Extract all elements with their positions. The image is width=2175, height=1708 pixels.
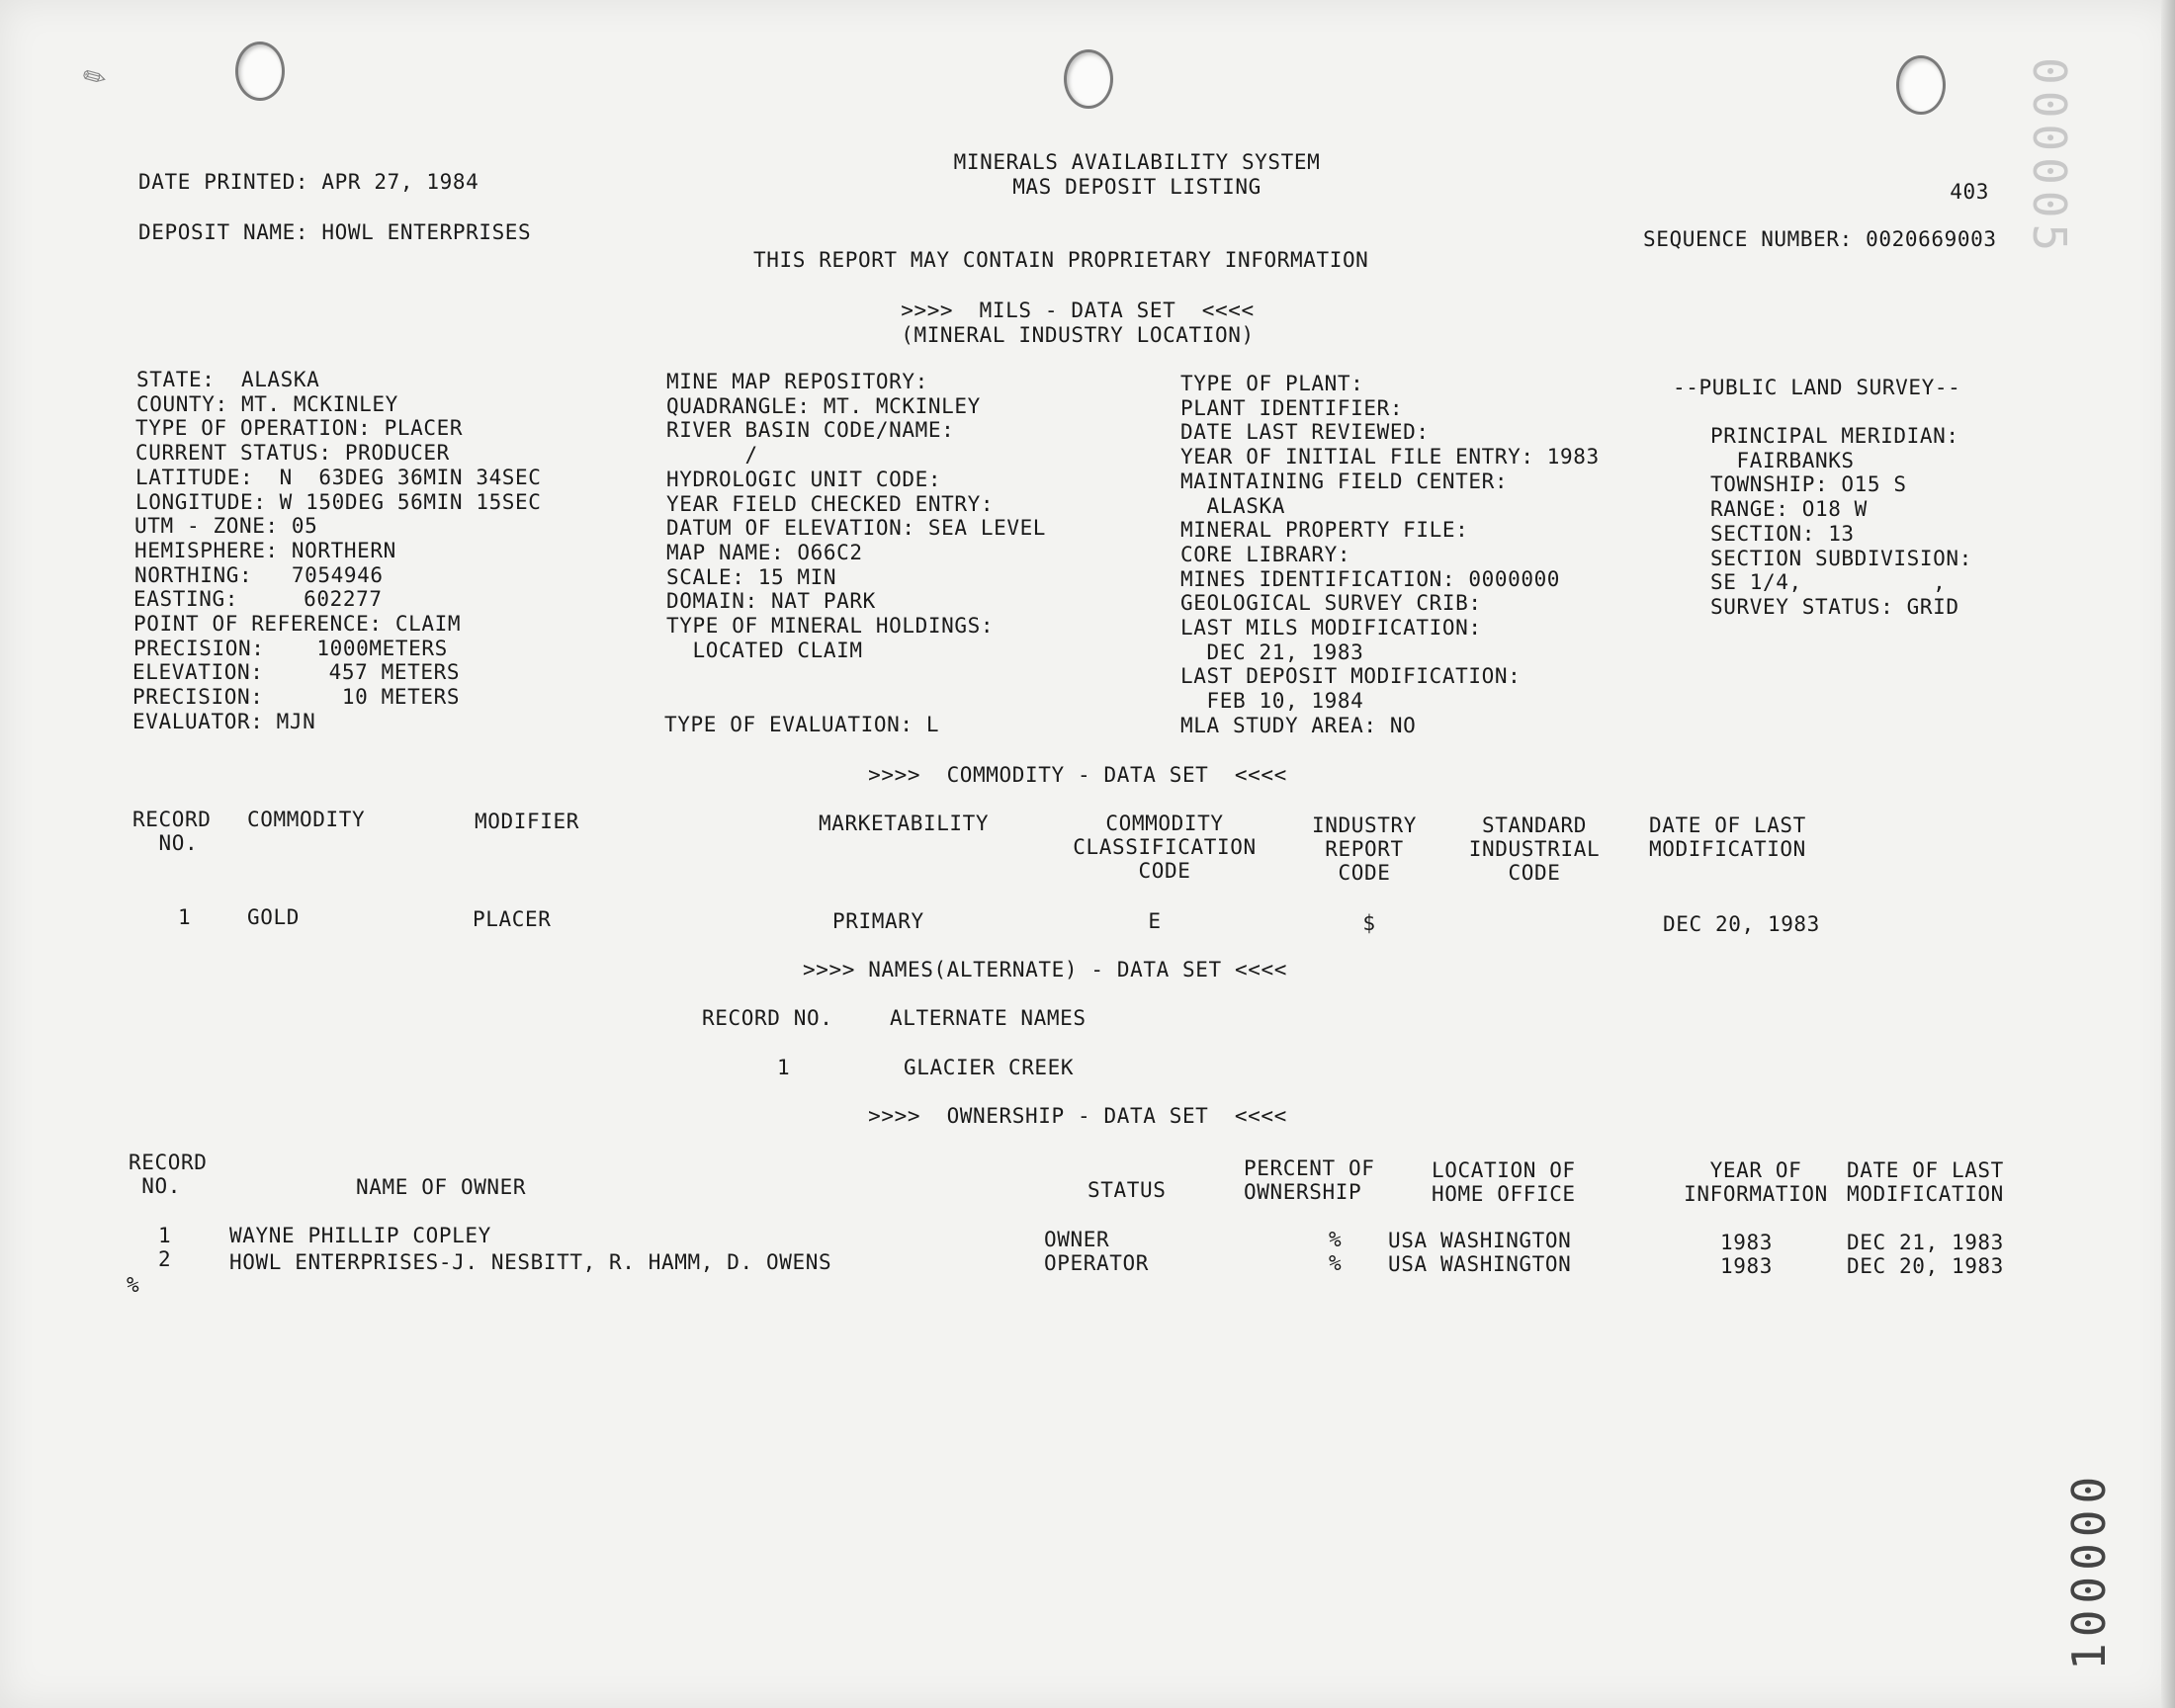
- commodity-name: GOLD: [247, 905, 300, 929]
- date-printed: DATE PRINTED: APR 27, 1984: [138, 170, 479, 194]
- owner-year: 1983: [1720, 1231, 1773, 1254]
- mils-plant-line: DATE LAST REVIEWED:: [1180, 420, 1430, 445]
- mils-location-line: STATE: ALASKA: [136, 368, 320, 391]
- public-land-survey-line: SECTION: 13: [1710, 521, 1855, 546]
- mils-plant-line: YEAR OF INITIAL FILE ENTRY: 1983: [1180, 445, 1600, 470]
- commodity-col-record-no: RECORD NO.: [132, 808, 212, 855]
- mils-map-line: /: [666, 443, 758, 468]
- system-title: MINERALS AVAILABILITY SYSTEM: [953, 150, 1321, 174]
- mils-location-line: COUNTY: MT. MCKINLEY: [136, 391, 398, 416]
- mils-map-line: DATUM OF ELEVATION: SEA LEVEL: [666, 516, 1047, 541]
- mils-location-line: EASTING: 602277: [133, 587, 383, 612]
- commodity-date: DEC 20, 1983: [1663, 912, 1820, 936]
- stamp-number: 100000: [2062, 1470, 2116, 1670]
- commodity-record-no: 1: [178, 905, 192, 929]
- mils-subheading: (MINERAL INDUSTRY LOCATION): [901, 323, 1255, 347]
- names-heading: >>>> NAMES(ALTERNATE) - DATA SET <<<<: [803, 958, 1287, 982]
- mils-map-line: TYPE OF MINERAL HOLDINGS:: [666, 614, 995, 638]
- ownership-record-no: 2: [158, 1247, 172, 1271]
- proprietary-notice: THIS REPORT MAY CONTAIN PROPRIETARY INFORMATION: [753, 248, 1369, 272]
- mils-plant-line: ALASKA: [1180, 493, 1285, 518]
- mils-plant-line: DEC 21, 1983: [1180, 640, 1364, 664]
- owner-date: DEC 21, 1983: [1847, 1231, 2004, 1254]
- ownership-col-year: YEAR OF INFORMATION: [1684, 1158, 1828, 1206]
- mils-map-line: RIVER BASIN CODE/NAME:: [666, 418, 955, 443]
- type-of-evaluation: TYPE OF EVALUATION: L: [664, 713, 940, 736]
- commodity-col-classification: COMMODITY CLASSIFICATION CODE: [1073, 811, 1257, 883]
- public-land-survey-heading: --PUBLIC LAND SURVEY--: [1673, 376, 1961, 399]
- mils-map-line: HYDROLOGIC UNIT CODE:: [666, 467, 942, 491]
- punch-hole-center: [1064, 49, 1113, 109]
- public-land-survey-line: RANGE: O18 W: [1710, 497, 1868, 522]
- mils-location-line: LATITUDE: N 63DEG 36MIN 34SEC: [135, 465, 542, 489]
- mils-map-line: DOMAIN: NAT PARK: [666, 589, 876, 614]
- mils-location-line: ELEVATION: 457 METERS: [132, 660, 461, 685]
- owner-percent: %: [1329, 1251, 1343, 1275]
- commodity-col-standard: STANDARD INDUSTRIAL CODE: [1468, 813, 1601, 885]
- ownership-col-owner: NAME OF OWNER: [356, 1175, 527, 1199]
- mils-map-line: MAP NAME: O66C2: [666, 540, 863, 564]
- owner-status: OPERATOR: [1044, 1251, 1149, 1275]
- ownership-heading: >>>> OWNERSHIP - DATA SET <<<<: [868, 1104, 1287, 1128]
- mils-location-line: CURRENT STATUS: PRODUCER: [135, 441, 450, 466]
- public-land-survey-line: SURVEY STATUS: GRID: [1710, 594, 1959, 619]
- mils-plant-line: MLA STUDY AREA: NO: [1180, 713, 1417, 737]
- public-land-survey-line: SECTION SUBDIVISION:: [1710, 546, 1972, 570]
- mils-map-line: LOCATED CLAIM: [666, 638, 863, 662]
- mils-map-line: SCALE: 15 MIN: [666, 564, 837, 589]
- punch-hole-right: [1896, 55, 1946, 115]
- mils-location-line: TYPE OF OPERATION: PLACER: [135, 416, 464, 441]
- mils-plant-line: LAST MILS MODIFICATION:: [1180, 616, 1482, 640]
- mils-map-line: YEAR FIELD CHECKED ENTRY:: [666, 491, 995, 516]
- mils-location-line: EVALUATOR: MJN: [132, 709, 316, 733]
- mils-location-line: NORTHING: 7054946: [134, 562, 384, 587]
- mils-location-line: PRECISION: 10 METERS: [132, 685, 461, 710]
- faint-stamp-number: 000005: [2023, 57, 2076, 258]
- owner-name: HOWL ENTERPRISES-J. NESBITT, R. HAMM, D. OWENS: [229, 1250, 832, 1274]
- mils-location-line: HEMISPHERE: NORTHERN: [134, 538, 396, 562]
- mils-location-line: UTM - ZONE: 05: [134, 514, 318, 539]
- ownership-col-record-no: RECORD NO.: [129, 1151, 208, 1198]
- commodity-modifier: PLACER: [473, 907, 552, 931]
- names-record-no: 1: [777, 1056, 791, 1079]
- names-col-record-no: RECORD NO.: [702, 1006, 833, 1030]
- mils-location-line: POINT OF REFERENCE: CLAIM: [133, 612, 462, 636]
- mils-plant-line: GEOLOGICAL SURVEY CRIB:: [1180, 591, 1482, 616]
- ownership-col-date: DATE OF LAST MODIFICATION: [1847, 1158, 2004, 1206]
- mils-location-line: LONGITUDE: W 150DEG 56MIN 15SEC: [135, 489, 542, 514]
- pencil-mark: ✎: [76, 57, 114, 98]
- ownership-col-percent: PERCENT OF OWNERSHIP: [1244, 1156, 1375, 1204]
- owner-percent: %: [1329, 1228, 1343, 1251]
- commodity-classification: E: [1148, 909, 1162, 933]
- mils-plant-line: LAST DEPOSIT MODIFICATION:: [1180, 664, 1522, 689]
- owner-year: 1983: [1720, 1254, 1773, 1278]
- commodity-col-marketability: MARKETABILITY: [819, 811, 990, 835]
- mils-plant-line: MINERAL PROPERTY FILE:: [1180, 518, 1469, 543]
- commodity-col-modifier: MODIFIER: [475, 810, 579, 833]
- commodity-marketability: PRIMARY: [832, 909, 924, 933]
- ownership-col-status: STATUS: [1088, 1178, 1167, 1202]
- mils-map-line: QUADRANGLE: MT. MCKINLEY: [666, 393, 981, 418]
- mils-heading: >>>> MILS - DATA SET <<<<: [901, 299, 1255, 322]
- ownership-col-location: LOCATION OF HOME OFFICE: [1432, 1158, 1576, 1206]
- punch-hole-left: [235, 42, 285, 101]
- public-land-survey-line: PRINCIPAL MERIDIAN:: [1710, 424, 1959, 448]
- ownership-record-no: 1: [158, 1224, 172, 1247]
- mils-plant-line: TYPE OF PLANT:: [1180, 372, 1364, 395]
- mils-plant-line: PLANT IDENTIFIER:: [1180, 395, 1404, 420]
- page-number: 403: [1950, 180, 1989, 204]
- sequence-number: SEQUENCE NUMBER: 0020669003: [1643, 227, 1997, 251]
- page-edge: [2161, 0, 2175, 1708]
- mils-plant-line: MINES IDENTIFICATION: 0000000: [1180, 566, 1561, 591]
- public-land-survey-line: FAIRBANKS: [1710, 448, 1855, 472]
- alternate-name: GLACIER CREEK: [904, 1056, 1075, 1079]
- owner-name: WAYNE PHILLIP COPLEY: [229, 1224, 491, 1247]
- mils-plant-line: MAINTAINING FIELD CENTER:: [1180, 469, 1509, 493]
- mils-map-line: MINE MAP REPOSITORY:: [666, 370, 928, 393]
- commodity-col-industry: INDUSTRY REPORT CODE: [1312, 813, 1417, 885]
- listing-title: MAS DEPOSIT LISTING: [1012, 175, 1262, 199]
- commodity-industry-code: $: [1362, 911, 1376, 935]
- mils-plant-line: CORE LIBRARY:: [1180, 542, 1351, 566]
- trailing-percent-mark: %: [127, 1273, 140, 1297]
- public-land-survey-line: TOWNSHIP: O15 S: [1710, 472, 1907, 497]
- owner-status: OWNER: [1044, 1228, 1110, 1251]
- deposit-name: DEPOSIT NAME: HOWL ENTERPRISES: [138, 220, 532, 244]
- public-land-survey-line: SE 1/4, ,: [1710, 570, 1947, 595]
- commodity-col-commodity: COMMODITY: [247, 808, 366, 831]
- owner-location: USA WASHINGTON: [1388, 1229, 1572, 1252]
- mils-location-line: PRECISION: 1000METERS: [133, 636, 448, 660]
- owner-date: DEC 20, 1983: [1847, 1254, 2004, 1278]
- mils-plant-line: FEB 10, 1984: [1180, 689, 1364, 714]
- commodity-col-date: DATE OF LAST MODIFICATION: [1649, 813, 1806, 861]
- names-col-alternate: ALTERNATE NAMES: [890, 1006, 1087, 1030]
- commodity-heading: >>>> COMMODITY - DATA SET <<<<: [868, 763, 1287, 787]
- owner-location: USA WASHINGTON: [1388, 1252, 1572, 1276]
